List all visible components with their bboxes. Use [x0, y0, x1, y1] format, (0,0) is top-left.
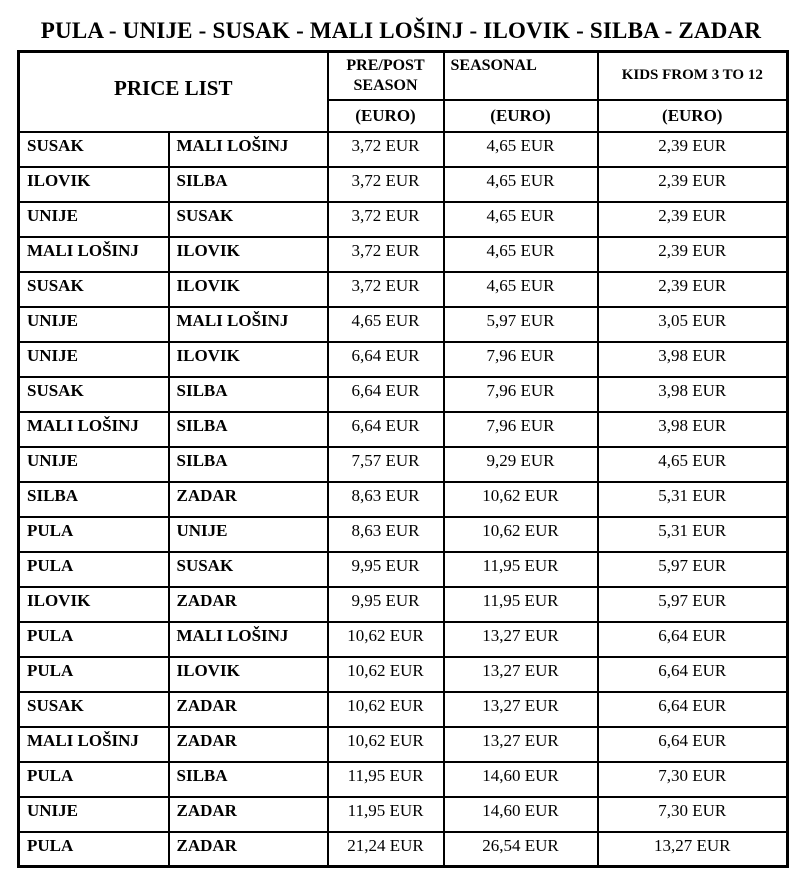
seasonal-price-cell: 26,54 EUR: [444, 832, 598, 867]
kids-price-cell: 2,39 EUR: [598, 202, 788, 237]
pre-post-price-cell: 9,95 EUR: [328, 587, 444, 622]
table-row: [19, 727, 788, 762]
seasonal-price-cell: 4,65 EUR: [444, 237, 598, 272]
route-to-cell: SILBA: [169, 447, 328, 482]
kids-price-cell: 5,97 EUR: [598, 587, 788, 622]
route-to-cell: ZADAR: [169, 727, 328, 762]
route-to-cell: ZADAR: [169, 482, 328, 517]
pre-post-price-cell: 3,72 EUR: [328, 272, 444, 307]
route-to-cell: SILBA: [169, 762, 328, 797]
table-row: [19, 692, 788, 727]
table-row: [19, 482, 788, 517]
table-row: [19, 517, 788, 552]
kids-price-cell: 7,30 EUR: [598, 762, 788, 797]
route-from-cell: SUSAK: [19, 692, 169, 727]
table-row: [19, 622, 788, 657]
route-from-cell: ILOVIK: [19, 167, 169, 202]
table-row: [19, 412, 788, 447]
route-from-cell: SUSAK: [19, 272, 169, 307]
table-row: [19, 237, 788, 272]
route-from-cell: PULA: [19, 517, 169, 552]
seasonal-price-cell: 10,62 EUR: [444, 482, 598, 517]
seasonal-price-cell: 13,27 EUR: [444, 622, 598, 657]
pre-post-price-cell: 10,62 EUR: [328, 692, 444, 727]
route-from-cell: UNIJE: [19, 797, 169, 832]
route-to-cell: SILBA: [169, 167, 328, 202]
kids-price-cell: 3,98 EUR: [598, 412, 788, 447]
route-to-cell: ZADAR: [169, 832, 328, 867]
seasonal-price-cell: 13,27 EUR: [444, 657, 598, 692]
seasonal-price-cell: 11,95 EUR: [444, 552, 598, 587]
table-row: [19, 832, 788, 867]
unit-kids: (EURO): [598, 100, 788, 132]
kids-price-cell: 13,27 EUR: [598, 832, 788, 867]
pre-post-price-cell: 7,57 EUR: [328, 447, 444, 482]
table-row: [19, 657, 788, 692]
pre-post-price-cell: 10,62 EUR: [328, 727, 444, 762]
route-from-cell: PULA: [19, 657, 169, 692]
pre-post-price-cell: 3,72 EUR: [328, 167, 444, 202]
route-from-cell: ILOVIK: [19, 587, 169, 622]
kids-price-cell: 6,64 EUR: [598, 657, 788, 692]
column-header-kids: KIDS FROM 3 TO 12: [598, 52, 788, 100]
unit-seasonal: (EURO): [444, 100, 598, 132]
seasonal-price-cell: 7,96 EUR: [444, 342, 598, 377]
route-to-cell: MALI LOŠINJ: [169, 132, 328, 167]
table-row: [19, 167, 788, 202]
seasonal-price-cell: 10,62 EUR: [444, 517, 598, 552]
kids-price-cell: 7,30 EUR: [598, 797, 788, 832]
route-title: PULA - UNIJE - SUSAK - MALI LOŠINJ - ILOVIK - SILBA - ZADAR: [40, 18, 762, 43]
kids-price-cell: 3,98 EUR: [598, 342, 788, 377]
route-from-cell: UNIJE: [19, 307, 169, 342]
seasonal-price-cell: 4,65 EUR: [444, 167, 598, 202]
route-to-cell: MALI LOŠINJ: [169, 622, 328, 657]
route-to-cell: SUSAK: [169, 552, 328, 587]
route-from-cell: PULA: [19, 552, 169, 587]
kids-price-cell: 6,64 EUR: [598, 692, 788, 727]
route-from-cell: PULA: [19, 622, 169, 657]
route-from-cell: UNIJE: [19, 342, 169, 377]
pre-post-price-cell: 6,64 EUR: [328, 342, 444, 377]
pre-post-price-cell: 10,62 EUR: [328, 622, 444, 657]
kids-price-cell: 4,65 EUR: [598, 447, 788, 482]
route-from-cell: PULA: [19, 832, 169, 867]
kids-price-cell: 2,39 EUR: [598, 167, 788, 202]
route-to-cell: ZADAR: [169, 797, 328, 832]
route-to-cell: UNIJE: [169, 517, 328, 552]
route-to-cell: ILOVIK: [169, 657, 328, 692]
route-to-cell: SILBA: [169, 412, 328, 447]
seasonal-price-cell: 4,65 EUR: [444, 202, 598, 237]
table-row: [19, 202, 788, 237]
kids-price-cell: 5,31 EUR: [598, 517, 788, 552]
table-row: [19, 132, 788, 167]
seasonal-price-cell: 7,96 EUR: [444, 412, 598, 447]
route-from-cell: MALI LOŠINJ: [19, 412, 169, 447]
route-from-cell: MALI LOŠINJ: [19, 727, 169, 762]
pre-post-price-cell: 3,72 EUR: [328, 202, 444, 237]
kids-price-cell: 3,98 EUR: [598, 377, 788, 412]
kids-price-cell: 2,39 EUR: [598, 132, 788, 167]
pre-post-price-cell: 8,63 EUR: [328, 482, 444, 517]
seasonal-price-cell: 5,97 EUR: [444, 307, 598, 342]
pre-post-price-cell: 3,72 EUR: [328, 237, 444, 272]
pre-post-price-cell: 6,64 EUR: [328, 377, 444, 412]
price-list-heading: PRICE LIST: [19, 52, 328, 132]
pre-post-price-cell: 3,72 EUR: [328, 132, 444, 167]
seasonal-price-cell: 13,27 EUR: [444, 727, 598, 762]
route-from-cell: SUSAK: [19, 377, 169, 412]
route-from-cell: UNIJE: [19, 447, 169, 482]
price-table: [17, 50, 789, 868]
pre-post-price-cell: 21,24 EUR: [328, 832, 444, 867]
kids-price-cell: 2,39 EUR: [598, 237, 788, 272]
pre-post-price-cell: 9,95 EUR: [328, 552, 444, 587]
kids-price-cell: 5,31 EUR: [598, 482, 788, 517]
table-row: [19, 377, 788, 412]
seasonal-price-cell: 9,29 EUR: [444, 447, 598, 482]
table-row: [19, 797, 788, 832]
table-row: [19, 272, 788, 307]
price-table-header: [19, 52, 788, 132]
route-from-cell: PULA: [19, 762, 169, 797]
pre-post-price-cell: 11,95 EUR: [328, 762, 444, 797]
unit-pre-post-season: (EURO): [328, 100, 444, 132]
table-row: [19, 762, 788, 797]
route-from-cell: MALI LOŠINJ: [19, 237, 169, 272]
seasonal-price-cell: 14,60 EUR: [444, 797, 598, 832]
kids-price-cell: 6,64 EUR: [598, 727, 788, 762]
seasonal-price-cell: 11,95 EUR: [444, 587, 598, 622]
kids-price-cell: 2,39 EUR: [598, 272, 788, 307]
column-header-seasonal: SEASONAL: [444, 52, 598, 100]
route-to-cell: ILOVIK: [169, 272, 328, 307]
route-to-cell: ILOVIK: [169, 342, 328, 377]
table-row: [19, 447, 788, 482]
header-row-season: [19, 52, 788, 100]
kids-price-cell: 6,64 EUR: [598, 622, 788, 657]
seasonal-price-cell: 14,60 EUR: [444, 762, 598, 797]
seasonal-price-cell: 4,65 EUR: [444, 132, 598, 167]
table-row: [19, 587, 788, 622]
seasonal-price-cell: 7,96 EUR: [444, 377, 598, 412]
seasonal-price-cell: 13,27 EUR: [444, 692, 598, 727]
table-row: [19, 552, 788, 587]
route-to-cell: ZADAR: [169, 692, 328, 727]
route-from-cell: SUSAK: [19, 132, 169, 167]
price-table-body: [19, 132, 788, 867]
kids-price-cell: 5,97 EUR: [598, 552, 788, 587]
seasonal-price-cell: 4,65 EUR: [444, 272, 598, 307]
route-to-cell: ZADAR: [169, 587, 328, 622]
kids-price-cell: 3,05 EUR: [598, 307, 788, 342]
route-to-cell: ILOVIK: [169, 237, 328, 272]
pre-post-price-cell: 8,63 EUR: [328, 517, 444, 552]
pre-post-price-cell: 4,65 EUR: [328, 307, 444, 342]
column-header-pre-post-season: PRE/POST SEASON: [328, 52, 444, 100]
table-row: [19, 342, 788, 377]
route-from-cell: UNIJE: [19, 202, 169, 237]
route-from-cell: SILBA: [19, 482, 169, 517]
table-row: [19, 307, 788, 342]
pre-post-price-cell: 11,95 EUR: [328, 797, 444, 832]
route-to-cell: SILBA: [169, 377, 328, 412]
pre-post-price-cell: 6,64 EUR: [328, 412, 444, 447]
pre-post-price-cell: 10,62 EUR: [328, 657, 444, 692]
route-to-cell: SUSAK: [169, 202, 328, 237]
route-to-cell: MALI LOŠINJ: [169, 307, 328, 342]
